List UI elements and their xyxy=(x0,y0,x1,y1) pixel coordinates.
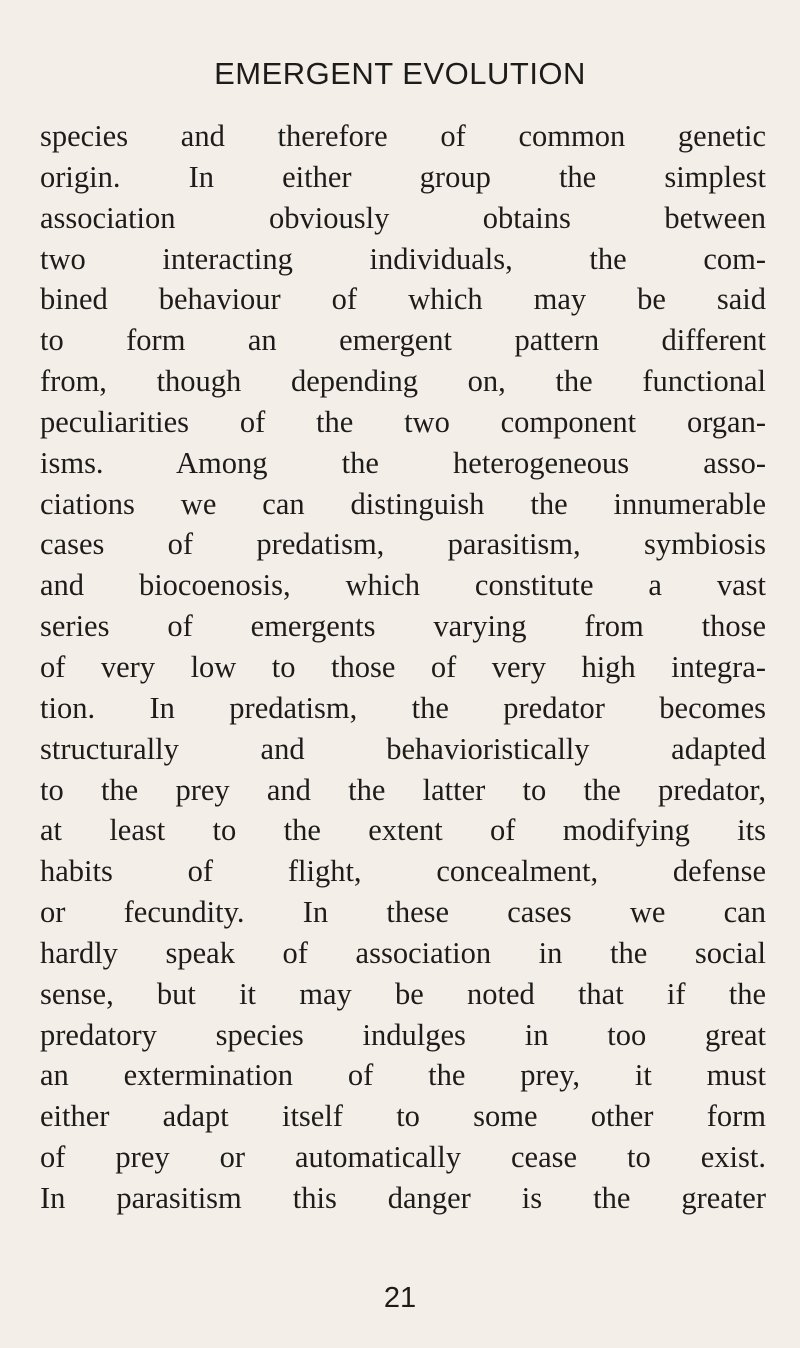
text-line: an extermination of the prey, it must xyxy=(40,1058,766,1093)
text-line: bined behaviour of which may be said xyxy=(40,282,766,317)
text-line: and biocoenosis, which constitute a vast xyxy=(40,568,766,603)
text-line: tion. In predatism, the predator becomes xyxy=(40,690,766,725)
text-line: isms. Among the heterogeneous asso- xyxy=(40,445,766,480)
text-line: structurally and behavioristically adapted xyxy=(40,731,766,766)
text-line: habits of flight, concealment, defense xyxy=(40,854,766,889)
text-line: series of emergents varying from those xyxy=(40,609,766,644)
text-line: origin. In either group the simplest xyxy=(40,159,766,194)
text-line: to the prey and the latter to the predator, xyxy=(40,772,766,807)
text-line: or fecundity. In these cases we can xyxy=(40,895,766,930)
text-line: cases of predatism, parasitism, symbiosis xyxy=(40,527,766,562)
text-line: ciations we can distinguish the innumerable xyxy=(40,486,766,521)
text-line: sense, but it may be noted that if the xyxy=(40,976,766,1011)
running-title: EMERGENT EVOLUTION xyxy=(214,56,586,91)
text-line: association obviously obtains between xyxy=(40,200,766,235)
text-line: peculiarities of the two component organ- xyxy=(40,404,766,439)
text-line: to form an emergent pattern different xyxy=(40,323,766,358)
text-line: two interacting individuals, the com- xyxy=(40,241,766,276)
text-line: species and therefore of common genetic xyxy=(40,119,766,153)
text-line: of very low to those of very high integra- xyxy=(40,649,766,684)
body-text xyxy=(40,116,766,1219)
text-line: from, though depending on, the functional xyxy=(40,364,766,399)
text-line: predatory species indulges in too great xyxy=(40,1017,766,1052)
text-line: either adapt itself to some other form xyxy=(40,1099,766,1134)
text-line: of prey or automatically cease to exist. xyxy=(40,1140,766,1175)
page-number: 21 xyxy=(383,1282,417,1314)
text-line: hardly speak of association in the social xyxy=(40,935,766,970)
text-line: at least to the extent of modifying its xyxy=(40,813,766,848)
text-line: In parasitism this danger is the greater xyxy=(40,1180,766,1215)
